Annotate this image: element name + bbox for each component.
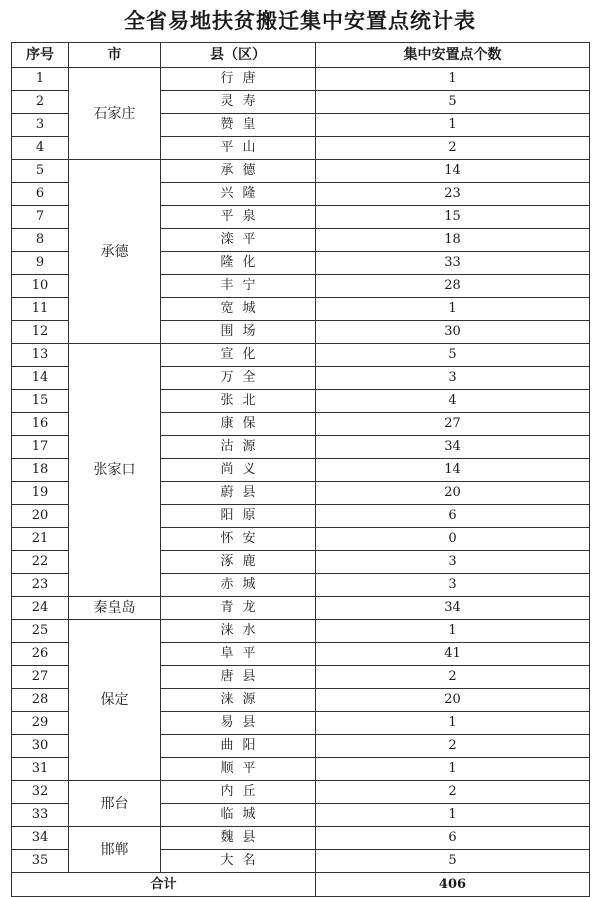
header-city: 市 xyxy=(69,43,161,68)
county-cell: 滦平 xyxy=(161,229,316,252)
row-index: 10 xyxy=(12,275,69,298)
count-cell: 18 xyxy=(316,229,590,252)
row-index: 14 xyxy=(12,367,69,390)
county-cell: 顺平 xyxy=(161,758,316,781)
row-index: 26 xyxy=(12,643,69,666)
count-cell: 14 xyxy=(316,160,590,183)
row-index: 27 xyxy=(12,666,69,689)
row-index: 1 xyxy=(12,68,69,91)
row-index: 29 xyxy=(12,712,69,735)
county-cell: 涞源 xyxy=(161,689,316,712)
city-cell: 张家口 xyxy=(69,344,161,597)
county-cell: 大名 xyxy=(161,850,316,873)
count-cell: 15 xyxy=(316,206,590,229)
row-index: 20 xyxy=(12,505,69,528)
row-index: 15 xyxy=(12,390,69,413)
city-cell: 邢台 xyxy=(69,781,161,827)
county-cell: 阳原 xyxy=(161,505,316,528)
count-cell: 1 xyxy=(316,114,590,137)
header-index: 序号 xyxy=(12,43,69,68)
county-cell: 围场 xyxy=(161,321,316,344)
count-cell: 1 xyxy=(316,804,590,827)
county-cell: 平山 xyxy=(161,137,316,160)
row-index: 12 xyxy=(12,321,69,344)
count-cell: 28 xyxy=(316,275,590,298)
row-index: 31 xyxy=(12,758,69,781)
count-cell: 2 xyxy=(316,137,590,160)
county-cell: 康保 xyxy=(161,413,316,436)
row-index: 21 xyxy=(12,528,69,551)
county-cell: 曲阳 xyxy=(161,735,316,758)
row-index: 5 xyxy=(12,160,69,183)
table-header xyxy=(12,43,590,68)
county-cell: 隆化 xyxy=(161,252,316,275)
county-cell: 宣化 xyxy=(161,344,316,367)
count-cell: 20 xyxy=(316,689,590,712)
county-cell: 行唐 xyxy=(161,68,316,91)
table-body xyxy=(12,68,590,873)
county-cell: 兴隆 xyxy=(161,183,316,206)
county-cell: 承德 xyxy=(161,160,316,183)
count-cell: 41 xyxy=(316,643,590,666)
count-cell: 1 xyxy=(316,68,590,91)
county-cell: 涞水 xyxy=(161,620,316,643)
count-cell: 34 xyxy=(316,597,590,620)
city-cell: 承德 xyxy=(69,160,161,344)
row-index: 34 xyxy=(12,827,69,850)
count-cell: 1 xyxy=(316,712,590,735)
table-row xyxy=(12,620,590,643)
row-index: 28 xyxy=(12,689,69,712)
count-cell: 34 xyxy=(316,436,590,459)
county-cell: 唐县 xyxy=(161,666,316,689)
row-index: 22 xyxy=(12,551,69,574)
city-cell: 石家庄 xyxy=(69,68,161,160)
header-row xyxy=(12,43,590,68)
county-cell: 赤城 xyxy=(161,574,316,597)
total-label: 合计 xyxy=(12,873,316,897)
count-cell: 27 xyxy=(316,413,590,436)
row-index: 18 xyxy=(12,459,69,482)
county-cell: 灵寿 xyxy=(161,91,316,114)
count-cell: 23 xyxy=(316,183,590,206)
table-row xyxy=(12,827,590,850)
city-cell: 秦皇岛 xyxy=(69,597,161,620)
county-cell: 内丘 xyxy=(161,781,316,804)
county-cell: 蔚县 xyxy=(161,482,316,505)
count-cell: 2 xyxy=(316,781,590,804)
county-cell: 怀安 xyxy=(161,528,316,551)
row-index: 3 xyxy=(12,114,69,137)
count-cell: 2 xyxy=(316,735,590,758)
county-cell: 魏县 xyxy=(161,827,316,850)
count-cell: 5 xyxy=(316,850,590,873)
row-index: 16 xyxy=(12,413,69,436)
header-count: 集中安置点个数 xyxy=(316,43,590,68)
table-row xyxy=(12,781,590,804)
city-cell: 邯郸 xyxy=(69,827,161,873)
count-cell: 5 xyxy=(316,344,590,367)
row-index: 6 xyxy=(12,183,69,206)
table-row xyxy=(12,160,590,183)
count-cell: 4 xyxy=(316,390,590,413)
count-cell: 1 xyxy=(316,298,590,321)
row-index: 17 xyxy=(12,436,69,459)
table-row xyxy=(12,344,590,367)
count-cell: 33 xyxy=(316,252,590,275)
row-index: 35 xyxy=(12,850,69,873)
county-cell: 易县 xyxy=(161,712,316,735)
count-cell: 14 xyxy=(316,459,590,482)
table-row xyxy=(12,68,590,91)
city-cell: 保定 xyxy=(69,620,161,781)
county-cell: 平泉 xyxy=(161,206,316,229)
county-cell: 沽源 xyxy=(161,436,316,459)
count-cell: 1 xyxy=(316,620,590,643)
header-county: 县（区） xyxy=(161,43,316,68)
count-cell: 1 xyxy=(316,758,590,781)
row-index: 9 xyxy=(12,252,69,275)
county-cell: 宽城 xyxy=(161,298,316,321)
row-index: 19 xyxy=(12,482,69,505)
county-cell: 尚义 xyxy=(161,459,316,482)
row-index: 4 xyxy=(12,137,69,160)
count-cell: 3 xyxy=(316,367,590,390)
count-cell: 5 xyxy=(316,91,590,114)
row-index: 13 xyxy=(12,344,69,367)
county-cell: 万全 xyxy=(161,367,316,390)
count-cell: 20 xyxy=(316,482,590,505)
count-cell: 0 xyxy=(316,528,590,551)
count-cell: 30 xyxy=(316,321,590,344)
county-cell: 丰宁 xyxy=(161,275,316,298)
row-index: 11 xyxy=(12,298,69,321)
row-index: 25 xyxy=(12,620,69,643)
county-cell: 赞皇 xyxy=(161,114,316,137)
count-cell: 3 xyxy=(316,574,590,597)
statistics-table xyxy=(11,42,590,897)
row-index: 8 xyxy=(12,229,69,252)
county-cell: 涿鹿 xyxy=(161,551,316,574)
count-cell: 3 xyxy=(316,551,590,574)
count-cell: 2 xyxy=(316,666,590,689)
page-title: 全省易地扶贫搬迁集中安置点统计表 xyxy=(124,9,476,33)
row-index: 23 xyxy=(12,574,69,597)
table-row xyxy=(12,597,590,620)
county-cell: 临城 xyxy=(161,804,316,827)
row-index: 30 xyxy=(12,735,69,758)
county-cell: 张北 xyxy=(161,390,316,413)
county-cell: 青龙 xyxy=(161,597,316,620)
count-cell: 6 xyxy=(316,827,590,850)
county-cell: 阜平 xyxy=(161,643,316,666)
row-index: 24 xyxy=(12,597,69,620)
row-index: 32 xyxy=(12,781,69,804)
row-index: 2 xyxy=(12,91,69,114)
count-cell: 6 xyxy=(316,505,590,528)
row-index: 33 xyxy=(12,804,69,827)
total-count: 406 xyxy=(316,873,590,897)
row-index: 7 xyxy=(12,206,69,229)
